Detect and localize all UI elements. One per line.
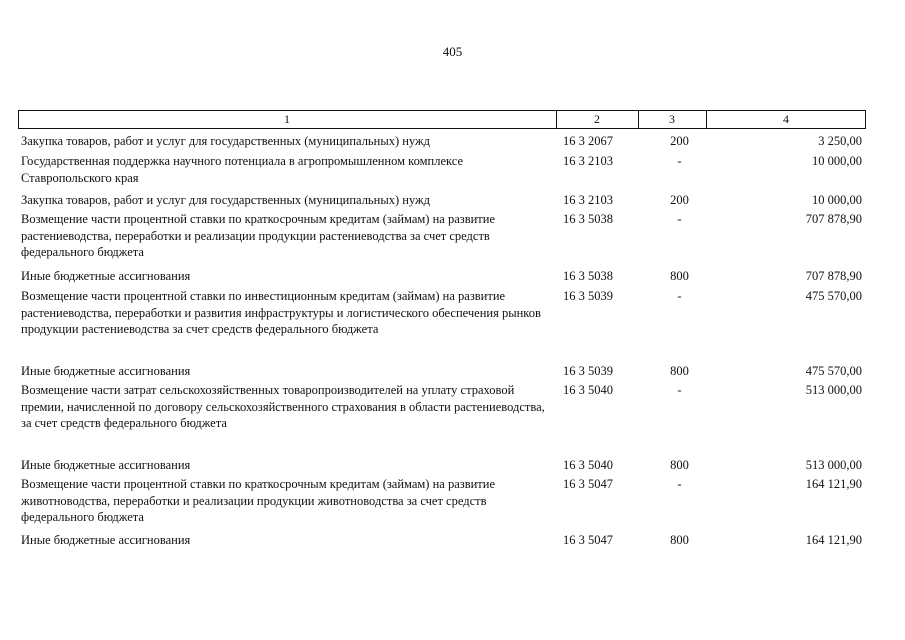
row-name: Возмещение части процентной ставки по краткосрочным кредитам (займам) на развитие растениеводства, переработки и реализации продукции растениеводства за счет средств федерального бюджета [21,212,495,259]
row-name: Иные бюджетные ассигнования [21,269,191,283]
row-amount: 3 250,00 [818,134,862,148]
row-name: Иные бюджетные ассигнования [21,533,191,547]
row-code: 16 3 5040 [563,458,613,472]
row-code: 16 3 5047 [563,477,613,491]
row-amount: 475 570,00 [805,364,862,378]
table-header-col1: 1 [284,111,290,126]
row-name: Закупка товаров, работ и услуг для государственных (муниципальных) нужд [21,193,431,207]
row-amount: 513 000,00 [805,383,862,397]
table-header-col4: 4 [783,111,789,126]
row-code: 16 3 2067 [563,134,613,148]
row-code: 16 3 2103 [563,193,613,207]
row-type: - [677,289,682,303]
row-amount: 10 000,00 [812,154,862,168]
row-amount: 10 000,00 [812,193,862,207]
row-amount: 164 121,90 [805,533,862,547]
row-type: - [677,383,682,397]
row-type: 800 [670,269,689,283]
row-name: Возмещение части затрат сельскохозяйственных товаропроизводителей на уплату страховой премии, начисленной по договору сельскохозяйственного страхования в области растениеводства, за счет средств федерального бюджета [21,383,545,430]
row-name: Иные бюджетные ассигнования [21,458,191,472]
row-code: 16 3 5038 [563,269,613,283]
page-number: 405 [442,44,463,59]
row-type: 800 [670,364,689,378]
row-type: 200 [670,193,689,207]
row-amount: 475 570,00 [805,289,862,303]
row-name: Иные бюджетные ассигнования [21,364,191,378]
row-amount: 513 000,00 [805,458,862,472]
row-type: 800 [670,533,689,547]
row-code: 16 3 5039 [563,289,613,303]
row-name: Закупка товаров, работ и услуг для государственных (муниципальных) нужд [21,134,431,148]
row-name: Возмещение части процентной ставки по инвестиционным кредитам (займам) на развитие растениеводства, переработки и развития инфраструктуры и логистического обеспечения рынков продукции растениеводства за счет средств федерального бюджета [21,289,541,336]
row-name: Возмещение части процентной ставки по краткосрочным кредитам (займам) на развитие животноводства, переработки и реализации продукции животноводства за счет средств федерального бюджета [21,477,495,524]
row-name: Государственная поддержка научного потенциала в агропромышленном комплексе Ставропольского края [21,154,464,185]
row-code: 16 3 2103 [563,154,613,168]
row-type: - [677,477,682,491]
row-type: 800 [670,458,689,472]
row-type: - [677,212,682,226]
row-code: 16 3 5040 [563,383,613,397]
row-code: 16 3 5038 [563,212,613,226]
row-amount: 707 878,90 [805,269,862,283]
row-type: 200 [670,134,689,148]
table-header-col2: 2 [594,111,600,126]
row-type: - [677,154,682,168]
row-amount: 164 121,90 [805,477,862,491]
row-code: 16 3 5039 [563,364,613,378]
row-amount: 707 878,90 [805,212,862,226]
row-code: 16 3 5047 [563,533,613,547]
table-header-col3: 3 [669,111,675,126]
